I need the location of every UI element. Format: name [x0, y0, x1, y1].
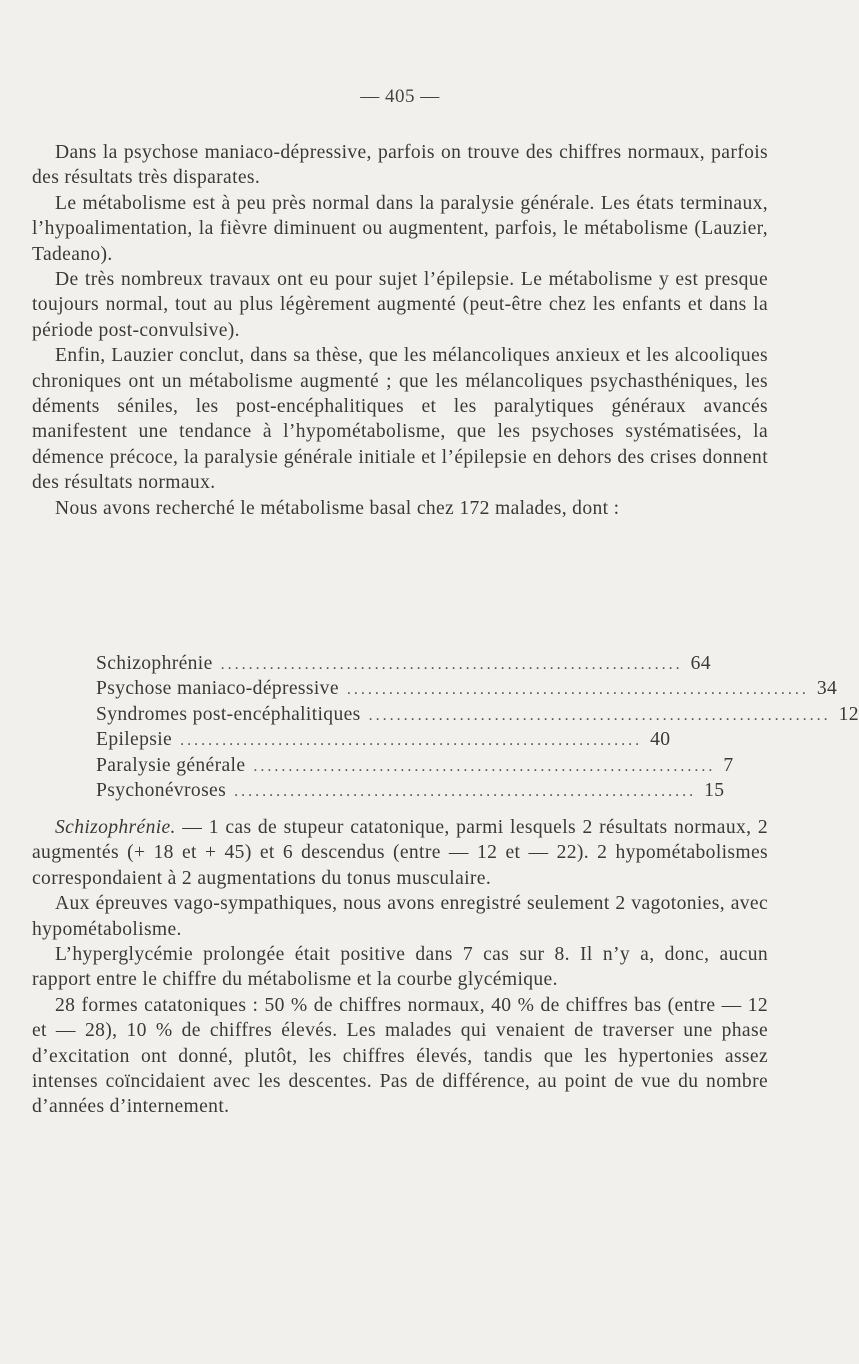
table-row	[96, 676, 838, 701]
leader-dots: ..................................................................	[234, 782, 697, 800]
row-label: Syndromes post-encéphalitiques	[96, 703, 361, 725]
row-label: Psychonévroses	[96, 779, 227, 801]
paragraph: L’hyperglycémie prolongée était positive dans 7 cas sur 8. Il n’y a, donc, aucun rapport entre le chiffre du métabolisme et la courbe glycémique.	[32, 944, 768, 991]
leader-dots: ..................................................................	[253, 757, 716, 775]
paragraph: Enfin, Lauzier conclut, dans sa thèse, que les mélancoliques anxieux et les alcooliques chroniques ont un métabolisme augmenté ; que les mélancoliques psychasthéniques, les déments séniles, les post-encéphalitiques et les paralytiques généraux avancés manifestent une tendance à l’hypométabolisme, que les psychoses systématisées, la démence précoce, la paralysie générale initiale et l’épilepsie en dehors des crises donnent des résultats normaux.	[32, 345, 768, 494]
text-block-bottom	[32, 815, 768, 1120]
row-count: 12	[838, 703, 859, 725]
section-lead: Schizophrénie.	[55, 817, 176, 838]
row-label: Paralysie générale	[96, 754, 246, 776]
row-count: 7	[723, 754, 734, 776]
leader-dots: ..................................................................	[346, 681, 809, 699]
paragraph: Le métabolisme est à peu près normal dans la paralysie générale. Les états terminaux, l’hypoalimentation, la fièvre diminuent ou augmentent, parfois, le métabolisme (Lauzier, Tadeano).	[32, 192, 768, 265]
row-label: Schizophrénie	[96, 653, 213, 674]
paragraph: De très nombreux travaux ont eu pour sujet l’épilepsie. Le métabolisme y est presque toujours normal, tout au plus légèrement augmenté (peut-être chez les enfants et dans la période post-convulsive).	[32, 269, 768, 341]
table-row	[96, 727, 671, 752]
paragraph: Aux épreuves vago-sympathiques, nous avons enregistré seulement 2 vagotonies, avec hypométabolisme.	[32, 893, 768, 940]
table-row	[96, 651, 711, 676]
leader-dots: ..................................................................	[368, 706, 831, 724]
row-label: Epilepsie	[96, 729, 173, 751]
row-count: 34	[816, 678, 838, 700]
leader-dots: ..................................................................	[180, 732, 643, 750]
paragraph: Nous avons recherché le métabolisme basal chez 172 malades, dont :	[55, 497, 620, 519]
row-count: 40	[650, 729, 671, 751]
patient-table	[96, 651, 859, 803]
text-block-top	[32, 140, 768, 521]
table-row	[96, 702, 859, 727]
section-text: — 1 cas de stupeur catatonique, parmi lesquels 2 résultats normaux, 2 augmentés (+ 18 et + 45) et 6 descendus (entre — 12 et — 22). 2 hypométabolismes correspondaient à 2 augmentations du tonus musculaire.	[32, 817, 768, 889]
row-label: Psychose maniaco-dépressive	[96, 678, 339, 700]
page-number: — 405 —	[360, 86, 440, 107]
paragraph: Dans la psychose maniaco-dépressive, parfois on trouve des chiffres normaux, parfois des résultats très disparates.	[32, 142, 768, 189]
row-count: 15	[704, 779, 725, 801]
row-count: 64	[690, 653, 711, 674]
paragraph	[32, 815, 768, 891]
paragraph: 28 formes catatoniques : 50 % de chiffres normaux, 40 % de chiffres bas (entre — 12 et — 28), 10 % de chiffres élevés. Les malades qui venaient de traverser une phase d’excitation ont donné, plutôt, les chiffres élevés, tandis que les hypertonies assez intenses coïncidaient avec les descentes. Pas de différence, au point de vue du nombre d’années d’internement.	[32, 994, 768, 1118]
table-row	[96, 753, 734, 778]
table-row	[96, 778, 725, 803]
leader-dots: ..................................................................	[220, 656, 683, 673]
